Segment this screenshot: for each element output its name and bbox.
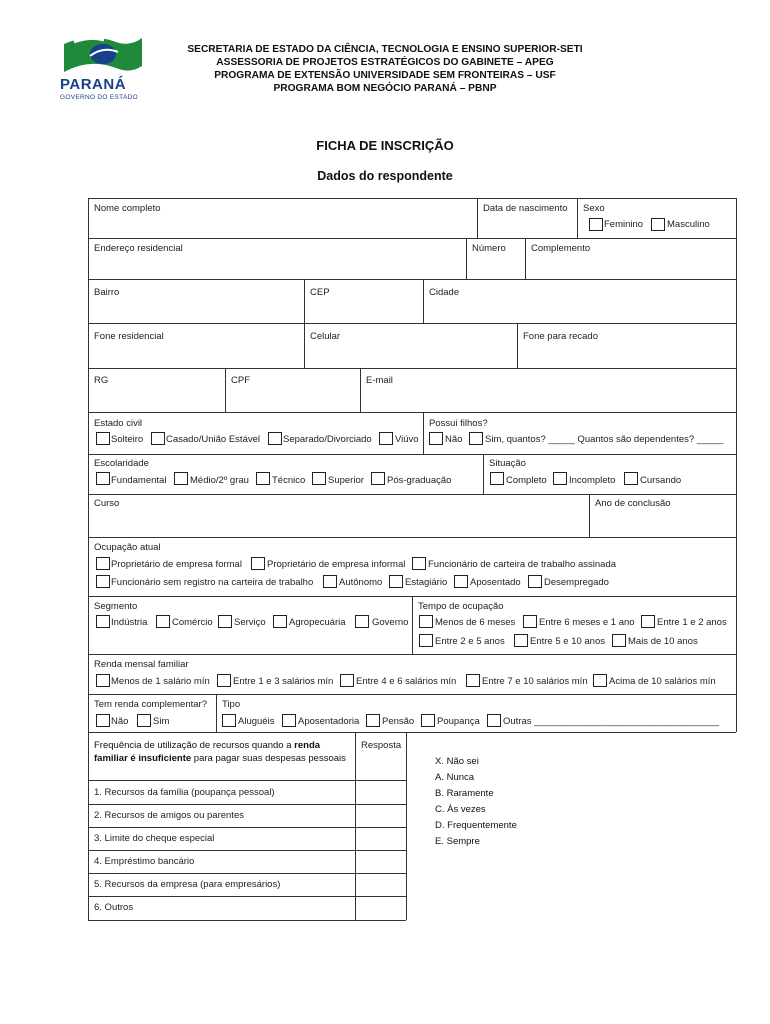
- checkbox-entre2e5[interactable]: [419, 634, 433, 647]
- label-entre5e10: Entre 5 e 10 anos: [530, 636, 605, 647]
- label-renda5: Acima de 10 salários mín: [609, 676, 716, 687]
- label-email: E-mail: [366, 375, 393, 386]
- label-func-carteira: Funcionário de carteira de trabalho assinada: [428, 559, 617, 570]
- label-possui-filhos: Possui filhos?: [429, 418, 488, 429]
- checkbox-solteiro[interactable]: [96, 432, 110, 445]
- label-renda: Renda mensal familiar: [94, 659, 189, 670]
- divider: [88, 238, 736, 239]
- label-viuvo: Viúvo: [395, 434, 419, 445]
- divider: [88, 494, 736, 495]
- divider: [577, 198, 578, 238]
- label-celular: Celular: [310, 331, 341, 342]
- freq-item: 1. Recursos da família (poupança pessoal): [94, 787, 275, 798]
- label-filhos-nao: Não: [445, 434, 463, 445]
- label-ano-conclusao: Ano de conclusão: [595, 498, 671, 509]
- divider: [88, 873, 406, 874]
- checkbox-governo[interactable]: [355, 615, 369, 628]
- label-superior: Superior: [328, 475, 364, 486]
- divider: [525, 238, 526, 279]
- label-governo: Governo: [372, 617, 409, 628]
- divider: [88, 804, 406, 805]
- divider: [466, 238, 467, 279]
- divider: [589, 494, 590, 537]
- checkbox-fundamental[interactable]: [96, 472, 110, 485]
- divider: [360, 368, 361, 412]
- label-industria: Indústria: [111, 617, 148, 628]
- divider: [88, 198, 736, 199]
- checkbox-desempregado[interactable]: [528, 575, 542, 588]
- label-pensao: Pensão: [382, 716, 415, 727]
- checkbox-renda1[interactable]: [96, 674, 110, 687]
- checkbox-completo[interactable]: [490, 472, 504, 485]
- legend-item: C. Às vezes: [435, 804, 486, 815]
- divider: [304, 279, 305, 323]
- freq-question-part1: Frequência de utilização de recursos quando a: [94, 740, 295, 751]
- label-situacao: Situação: [489, 458, 526, 469]
- label-solteiro: Solteiro: [111, 434, 144, 445]
- divider: [88, 827, 406, 828]
- label-completo: Completo: [506, 475, 547, 486]
- checkbox-medio[interactable]: [174, 472, 188, 485]
- page-header: [150, 43, 620, 95]
- legend-item: A. Nunca: [435, 772, 475, 783]
- legend-item: D. Frequentemente: [435, 820, 517, 831]
- label-entre1e2: Entre 1 e 2 anos: [657, 617, 727, 628]
- label-agropecuaria: Agropecuária: [289, 617, 346, 628]
- divider: [216, 694, 217, 732]
- divider: [483, 454, 484, 494]
- label-entre2e5: Entre 2 e 5 anos: [435, 636, 505, 647]
- label-casado: Casado/União Estável: [166, 434, 260, 445]
- checkbox-func-carteira[interactable]: [412, 557, 426, 570]
- label-sexo: Sexo: [583, 203, 605, 214]
- label-prop-formal: Proprietário de empresa formal: [111, 559, 242, 570]
- label-feminino: Feminino: [604, 219, 644, 230]
- checkbox-poupanca[interactable]: [421, 714, 435, 727]
- checkbox-servico[interactable]: [218, 615, 232, 628]
- divider: [88, 412, 736, 413]
- freq-item: 4. Empréstimo bancário: [94, 856, 195, 867]
- label-poupanca: Poupança: [437, 716, 480, 727]
- divider: [88, 654, 736, 655]
- divider: [88, 454, 736, 455]
- legend-item: E. Sempre: [435, 836, 480, 847]
- divider: [88, 732, 89, 920]
- header-line: PROGRAMA DE EXTENSÃO UNIVERSIDADE SEM FRONTEIRAS – USF: [214, 70, 556, 81]
- checkbox-rc-nao[interactable]: [96, 714, 110, 727]
- label-func-sem: Funcionário sem registro na carteira de trabalho: [111, 577, 314, 588]
- checkbox-entre5e10[interactable]: [514, 634, 528, 647]
- checkbox-comercio[interactable]: [156, 615, 170, 628]
- label-escolaridade: Escolaridade: [94, 458, 149, 469]
- label-bairro: Bairro: [94, 287, 120, 298]
- divider: [88, 537, 736, 538]
- checkbox-agropecuaria[interactable]: [273, 615, 287, 628]
- label-numero: Número: [472, 243, 506, 254]
- checkbox-entre6[interactable]: [523, 615, 537, 628]
- label-fone-residencial: Fone residencial: [94, 331, 164, 342]
- label-cpf: CPF: [231, 375, 250, 386]
- divider: [225, 368, 226, 412]
- checkbox-aposentadoria[interactable]: [282, 714, 296, 727]
- label-estagiario: Estagiário: [405, 577, 448, 588]
- label-comercio: Comércio: [172, 617, 213, 628]
- checkbox-prop-formal[interactable]: [96, 557, 110, 570]
- divider: [412, 596, 413, 654]
- divider: [355, 732, 356, 920]
- label-complemento: Complemento: [531, 243, 591, 254]
- divider: [423, 412, 424, 454]
- label-medio: Médio/2º grau: [190, 475, 249, 486]
- checkbox-entre1e2[interactable]: [641, 615, 655, 628]
- checkbox-estagiario[interactable]: [389, 575, 403, 588]
- label-entre6: Entre 6 meses e 1 ano: [539, 617, 635, 628]
- label-cidade: Cidade: [429, 287, 460, 298]
- divider: [88, 279, 736, 280]
- checkbox-industria[interactable]: [96, 615, 110, 628]
- divider: [88, 732, 736, 733]
- label-servico: Serviço: [234, 617, 266, 628]
- label-data-nascimento: Data de nascimento: [483, 203, 568, 214]
- flag-icon: [60, 34, 146, 78]
- divider: [304, 323, 305, 368]
- label-menos6: Menos de 6 meses: [435, 617, 516, 628]
- checkbox-incompleto[interactable]: [553, 472, 567, 485]
- freq-question: [94, 739, 352, 765]
- label-prop-informal: Proprietário de empresa informal: [267, 559, 406, 570]
- label-renda-comp: Tem renda complementar?: [94, 699, 207, 710]
- label-cep: CEP: [310, 287, 330, 298]
- checkbox-aposentado[interactable]: [454, 575, 468, 588]
- label-ocupacao: Ocupação atual: [94, 542, 161, 553]
- label-autonomo: Autônomo: [339, 577, 383, 588]
- checkbox-renda3[interactable]: [340, 674, 354, 687]
- checkbox-filhos-sim[interactable]: [469, 432, 483, 445]
- label-renda1: Menos de 1 salário mín: [111, 676, 210, 687]
- checkbox-alugueis[interactable]: [222, 714, 236, 727]
- label-estado-civil: Estado civil: [94, 418, 143, 429]
- checkbox-menos6[interactable]: [419, 615, 433, 628]
- checkbox-pensao[interactable]: [366, 714, 380, 727]
- divider: [477, 198, 478, 238]
- label-outras: Outras ___________________________________: [503, 716, 720, 727]
- label-separado: Separado/Divorciado: [283, 434, 372, 445]
- label-pos: Pós-graduação: [387, 475, 452, 486]
- header-line: ASSESSORIA DE PROJETOS ESTRATÉGICOS DO GABINETE – APEG: [216, 57, 554, 68]
- checkbox-prop-informal[interactable]: [251, 557, 265, 570]
- divider: [88, 368, 736, 369]
- divider: [88, 323, 736, 324]
- label-masculino: Masculino: [667, 219, 710, 230]
- label-fundamental: Fundamental: [111, 475, 167, 486]
- checkbox-masculino[interactable]: [651, 218, 665, 231]
- label-aposentadoria: Aposentadoria: [298, 716, 360, 727]
- freq-question-bold: renda familiar é insuficiente: [94, 740, 321, 764]
- divider: [736, 198, 737, 732]
- checkbox-feminino[interactable]: [589, 218, 603, 231]
- checkbox-renda4[interactable]: [466, 674, 480, 687]
- freq-question-part2: para pagar suas despesas pessoais: [191, 753, 346, 764]
- label-rc-nao: Não: [111, 716, 129, 727]
- checkbox-renda5[interactable]: [593, 674, 607, 687]
- checkbox-outras[interactable]: [487, 714, 501, 727]
- label-aposentado: Aposentado: [470, 577, 521, 588]
- checkbox-tecnico[interactable]: [256, 472, 270, 485]
- form-title: FICHA DE INSCRIÇÃO: [316, 138, 454, 153]
- label-incompleto: Incompleto: [569, 475, 616, 486]
- freq-item: 2. Recursos de amigos ou parentes: [94, 810, 244, 821]
- label-filhos-sim: Sim, quantos? _____ Quantos são dependentes? _____: [485, 434, 724, 445]
- label-cursando: Cursando: [640, 475, 682, 486]
- label-fone-recado: Fone para recado: [523, 331, 598, 342]
- checkbox-superior[interactable]: [312, 472, 326, 485]
- divider: [423, 279, 424, 323]
- checkbox-autonomo[interactable]: [323, 575, 337, 588]
- label-nome: Nome completo: [94, 203, 161, 214]
- label-renda2: Entre 1 e 3 salários mín: [233, 676, 334, 687]
- label-endereco: Endereço residencial: [94, 243, 183, 254]
- divider: [88, 780, 406, 781]
- checkbox-func-sem[interactable]: [96, 575, 110, 588]
- form-subtitle: Dados do respondente: [317, 169, 453, 183]
- label-curso: Curso: [94, 498, 120, 509]
- checkbox-rc-sim[interactable]: [137, 714, 151, 727]
- label-renda4: Entre 7 e 10 salários mín: [482, 676, 588, 687]
- checkbox-pos[interactable]: [371, 472, 385, 485]
- logo-subtitle: GOVERNO DO ESTADO: [60, 94, 138, 101]
- checkbox-viuvo[interactable]: [379, 432, 393, 445]
- checkbox-filhos-nao[interactable]: [429, 432, 443, 445]
- label-rc-sim: Sim: [153, 716, 170, 727]
- freq-item: 5. Recursos da empresa (para empresários): [94, 879, 281, 890]
- checkbox-separado[interactable]: [268, 432, 282, 445]
- divider: [88, 896, 406, 897]
- checkbox-renda2[interactable]: [217, 674, 231, 687]
- label-rg: RG: [94, 375, 109, 386]
- divider: [88, 920, 406, 921]
- label-resposta: Resposta: [361, 740, 402, 751]
- label-tipo: Tipo: [222, 699, 241, 710]
- label-desempregado: Desempregado: [544, 577, 609, 588]
- label-alugueis: Aluguéis: [238, 716, 275, 727]
- label-segmento: Segmento: [94, 601, 138, 612]
- divider: [406, 732, 407, 920]
- legend-item: B. Raramente: [435, 788, 494, 799]
- divider: [88, 850, 406, 851]
- label-mais10: Mais de 10 anos: [628, 636, 698, 647]
- legend-item: X. Não sei: [435, 756, 479, 767]
- checkbox-casado[interactable]: [151, 432, 165, 445]
- header-line: PROGRAMA BOM NEGÓCIO PARANÁ – PBNP: [273, 83, 497, 94]
- label-tecnico: Técnico: [272, 475, 306, 486]
- label-renda3: Entre 4 e 6 salários mín: [356, 676, 457, 687]
- divider: [517, 323, 518, 368]
- header-line: SECRETARIA DE ESTADO DA CIÊNCIA, TECNOLOGIA E ENSINO SUPERIOR-SETI: [187, 44, 583, 55]
- logo-name: PARANÁ: [60, 76, 127, 93]
- checkbox-cursando[interactable]: [624, 472, 638, 485]
- checkbox-mais10[interactable]: [612, 634, 626, 647]
- freq-item: 3. Limite do cheque especial: [94, 833, 215, 844]
- freq-item: 6. Outros: [94, 902, 134, 913]
- divider: [88, 694, 736, 695]
- label-tempo: Tempo de ocupação: [418, 601, 504, 612]
